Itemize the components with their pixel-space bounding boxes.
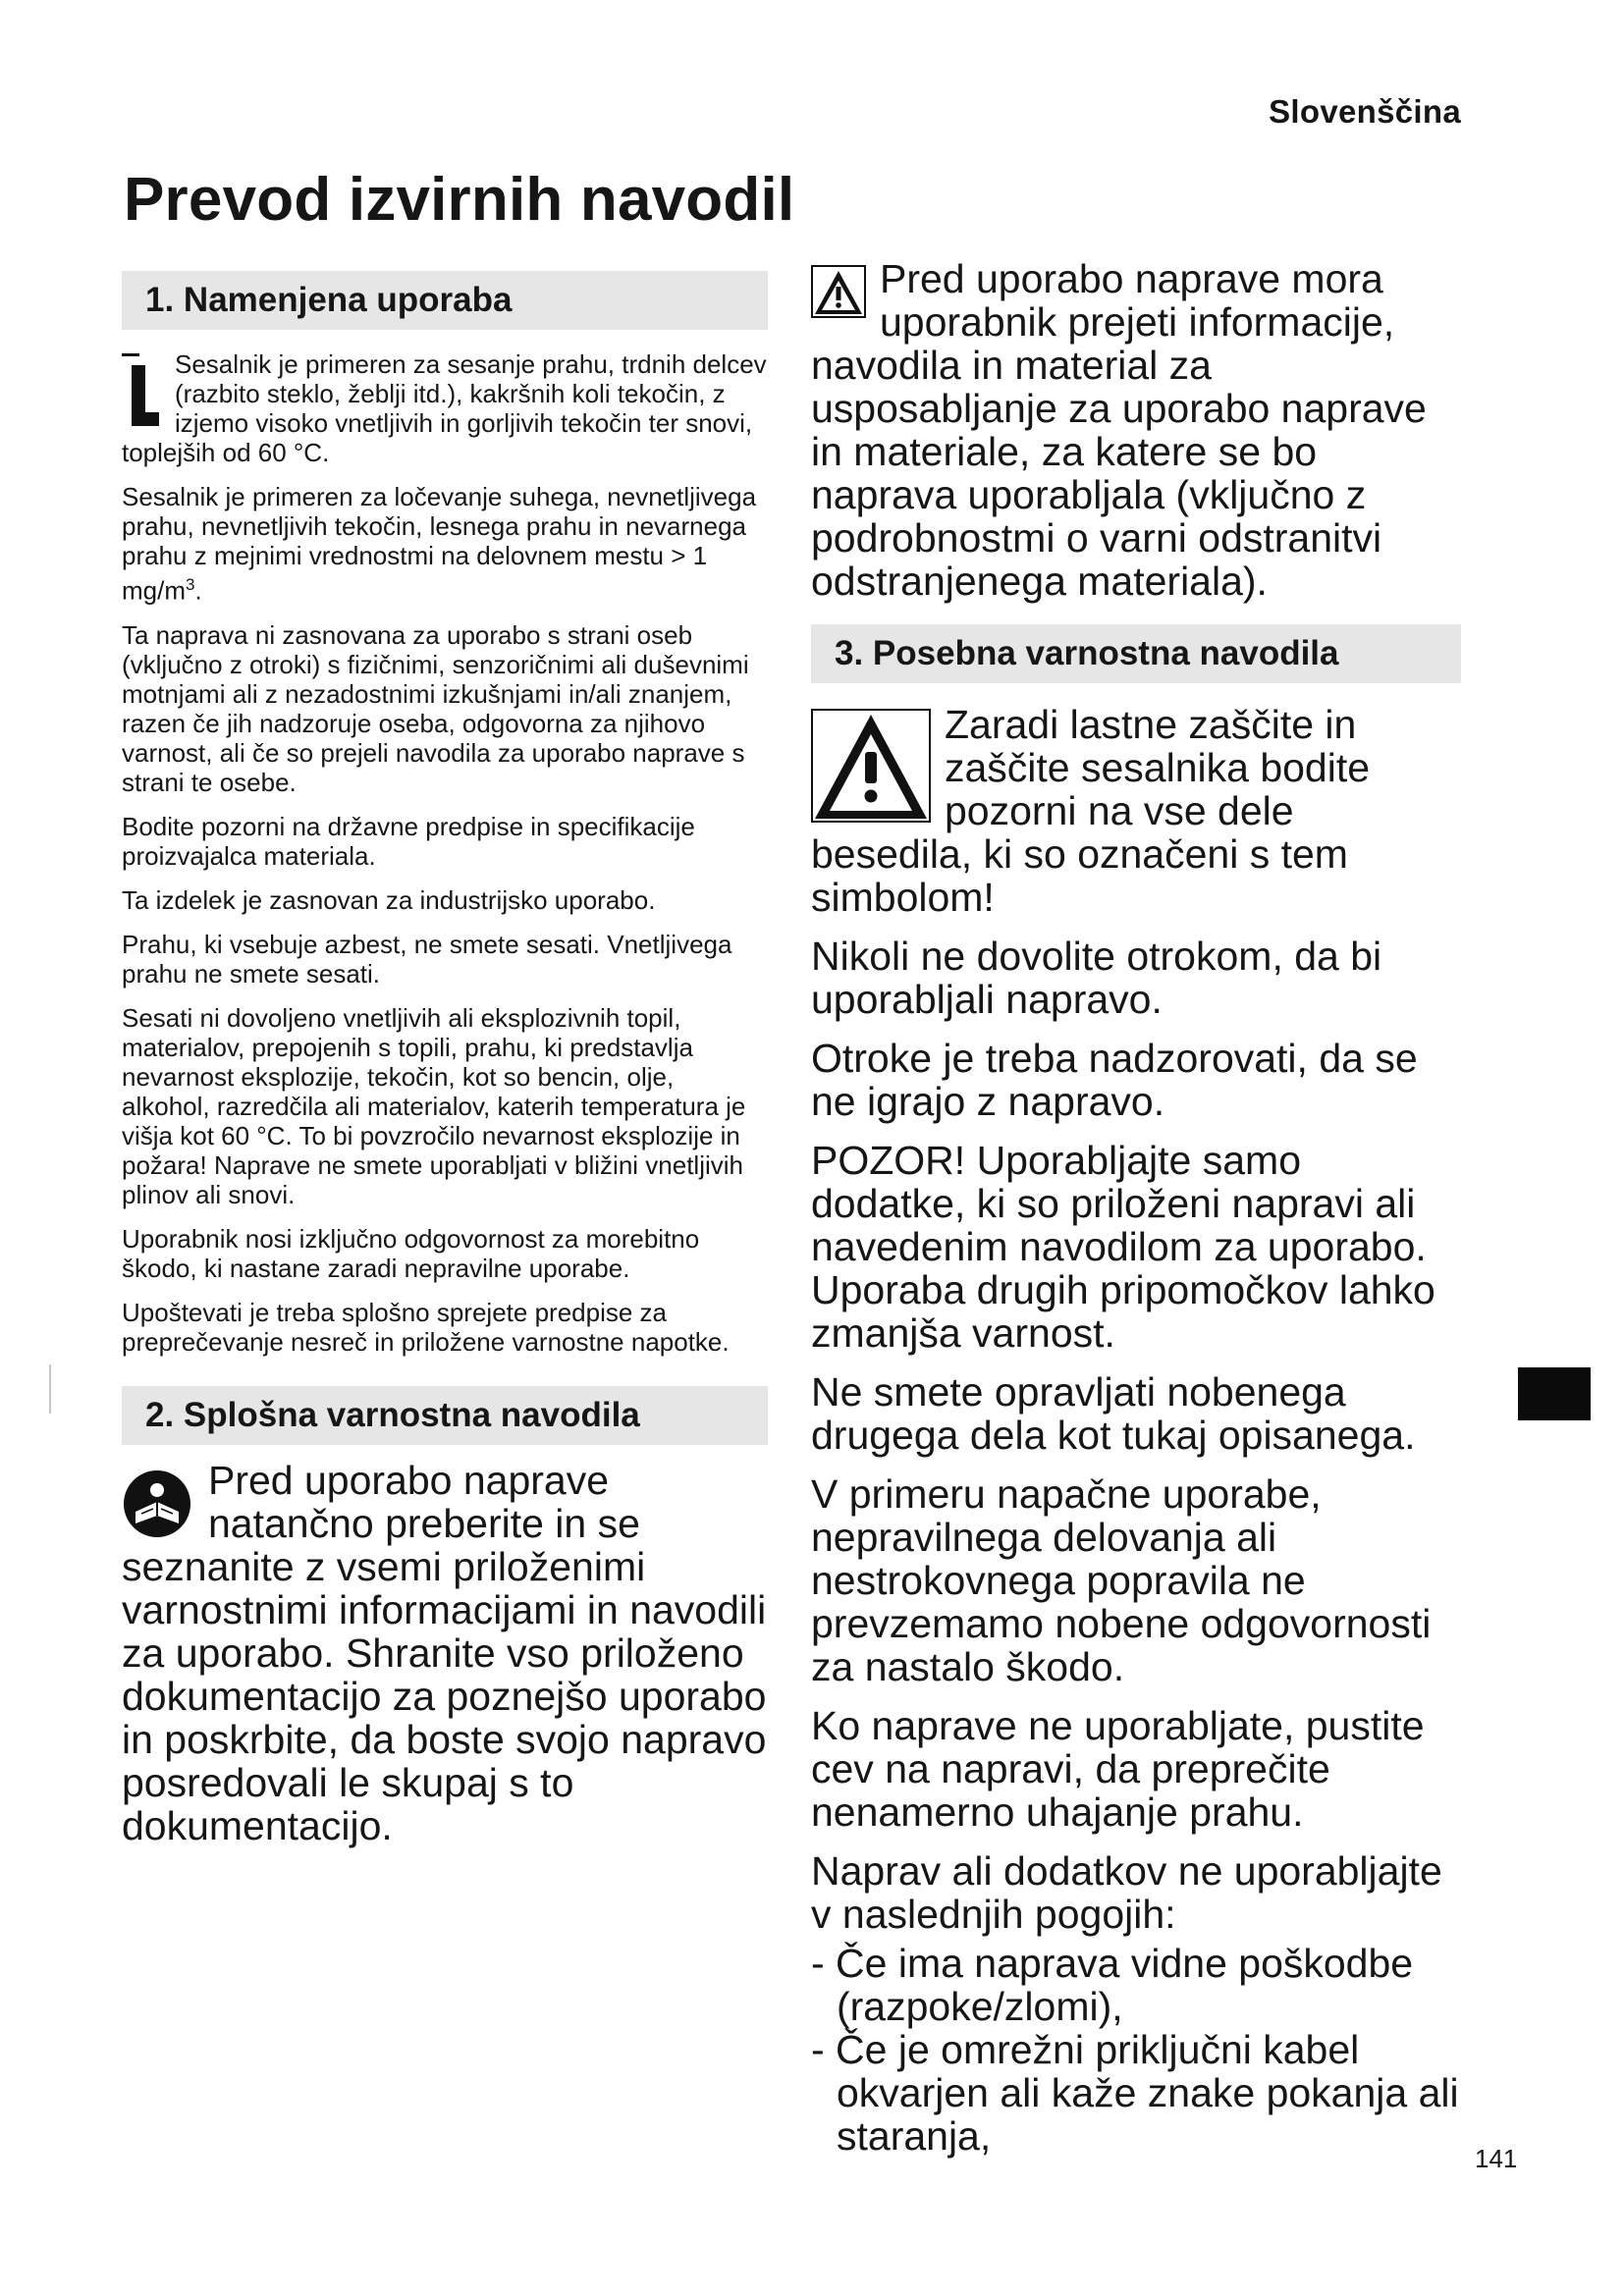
paragraph-text: Pred uporabo naprave mora uporabnik prejeti informacije, navodila in material za usposabljanje za uporabo naprave in materiale, za katere se bo naprava uporabljala (vključno z podrobnostmi o varni odstranitvi odstranjenega materiala). xyxy=(811,256,1427,604)
paragraph-children-use: Nikoli ne dovolite otrokom, da bi uporabljali napravo. xyxy=(811,934,1382,1022)
list-item: - Če je omrežni priključni kabel okvarjen ali kaže znake pokanja ali staranja, xyxy=(811,2027,1459,2159)
paragraph-regulations: Bodite pozorni na državne predpise in specifikacije proizvajalca materiala. xyxy=(122,811,695,871)
paragraph-flammable: Sesati ni dovoljeno vnetljivih ali eksplozivnih topil, materialov, prepojenih s topili, prahu, ki predstavlja nevarnost eksplozije, tekočin, kot so bencin, olje, alkohol, razredčila ali materialov, katerih temperatura je višja kot 60 °C. To bi povzročilo nevarnost eksplozije in požara! Naprave ne smete uporabljati v bližini vnetljivih plinov ali snovi. xyxy=(122,1002,746,1209)
section-1-heading: 1. Namenjena uporaba xyxy=(122,271,768,330)
language-tab-marker xyxy=(1518,1367,1591,1420)
paragraph-end: . xyxy=(194,575,202,606)
page-title: Prevod izvirnih navodil xyxy=(124,166,795,234)
drop-cap-l-icon xyxy=(122,353,159,426)
paragraph-separation xyxy=(122,482,768,606)
left-column xyxy=(122,271,768,1863)
section-2-body xyxy=(122,1459,768,1847)
read-manual-icon xyxy=(122,1468,192,1539)
paragraph-industrial: Ta izdelek je zasnovan za industrijsko uporabo. xyxy=(122,884,656,915)
paragraph-training xyxy=(811,257,1461,603)
right-intro xyxy=(811,257,1461,603)
paragraph-text: Sesalnik je primeren za sesanje prahu, trdnih delcev (razbito steklo, žeblji itd.), kakršnih koli tekočin, z izjemo visoko vnetljivih in gorljivih tekočin ter snovi, toplejših od 60 °C. xyxy=(122,349,767,467)
paragraph-warning-symbol xyxy=(811,703,1461,919)
language-label: Slovenščina xyxy=(1269,93,1461,130)
warning-icon xyxy=(811,265,866,318)
warning-icon-large xyxy=(811,709,931,823)
paragraph-conditions: Naprav ali dodatkov ne uporabljajte v naslednjih pogojih: xyxy=(811,1848,1442,1937)
list-item: - Če ima naprava vidne poškodbe (razpoke/zlomi), xyxy=(811,1941,1414,2029)
superscript: 3 xyxy=(186,575,195,594)
paragraph-accident-prevention: Upoštevati je treba splošno sprejete predpise za preprečevanje nesreč in priložene varnostne napotke. xyxy=(122,1297,730,1357)
paragraph-hose: Ko naprave ne uporabljate, pustite cev na napravi, da preprečite nenamerno uhajanje prahu. xyxy=(811,1703,1425,1835)
paragraph-caution-accessories: POZOR! Uporabljajte samo dodatke, ki so priloženi napravi ali navedenim navodilom za uporabo. Uporaba drugih pripomočkov lahko zmanjša varnost. xyxy=(811,1138,1435,1356)
margin-line xyxy=(49,1364,51,1414)
section-3-body xyxy=(811,703,1461,2158)
section-1-body xyxy=(122,349,768,1357)
paragraph-persons: Ta naprava ni zasnovana za uporabo s strani oseb (vključno z otroki) s fizičnimi, senzoričnimi ali duševnimi motnjami ali z nezadostnimi izkušnjami in/ali znanjem, razen če jih nadzoruje oseba, odgovorna za njihovo varnost, ali če so prejeli navodila za uporabo naprave s strani te osebe. xyxy=(122,619,749,797)
paragraph-text: Zaradi lastne zaščite in zaščite sesalnika bodite pozorni na vse dele besedila, ki so označeni s tem simbolom! xyxy=(811,702,1371,920)
paragraph-intended-use xyxy=(122,349,768,467)
paragraph-text: Sesalnik je primeren za ločevanje suhega, nevnetljivega prahu, nevnetljivih tekočin, lesnega prahu in nevarnega prahu z mejnimi vrednostmi na delovnem mestu > 1 mg/m xyxy=(122,482,757,606)
paragraph-children-supervise: Otroke je treba nadzorovati, da se ne igrajo z napravo. xyxy=(811,1036,1418,1124)
paragraph-liability: Uporabnik nosi izključno odgovornost za morebitno škodo, ki nastane zaradi nepravilne uporabe. xyxy=(122,1223,700,1283)
paragraph-text: Pred uporabo naprave natančno preberite in se seznanite z vsemi priloženimi varnostnimi informacijami in navodili za uporabo. Shranite vso priloženo dokumentacijo za poznejšo uporabo in poskrbite, da boste svojo napravo posredovali le skupaj s to dokumentacijo. xyxy=(122,1457,767,1848)
section-3-heading: 3. Posebna varnostna navodila xyxy=(811,624,1461,683)
paragraph-no-other-work: Ne smete opravljati nobenega drugega dela kot tukaj opisanega. xyxy=(811,1369,1416,1458)
page-number: 141 xyxy=(1475,2144,1518,2173)
section-2-heading: 2. Splošna varnostna navodila xyxy=(122,1386,768,1445)
paragraph-asbestos: Prahu, ki vsebuje azbest, ne smete sesati. Vnetljivega prahu ne smete sesati. xyxy=(122,929,732,988)
paragraph-no-liability: V primeru napačne uporabe, nepravilnega delovanja ali nestrokovnega popravila ne prevzemamo nobene odgovornosti za nastalo škodo. xyxy=(811,1471,1432,1689)
right-column xyxy=(811,257,1461,2158)
paragraph-read-manual xyxy=(122,1459,768,1847)
